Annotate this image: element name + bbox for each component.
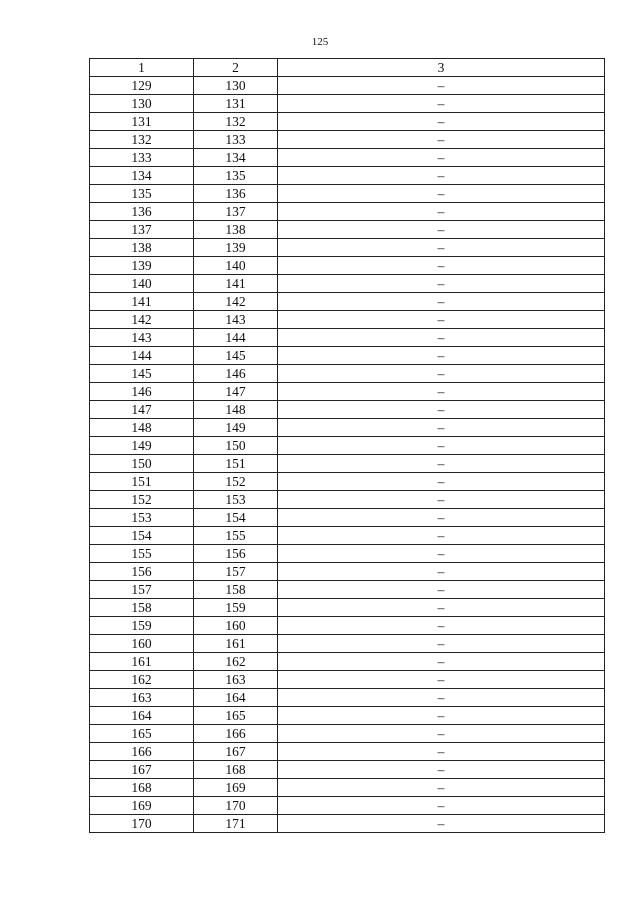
table-row [90,599,605,617]
table-row [90,635,605,653]
table-cell-col-1: 144 [90,347,194,365]
table-cell-col-2: 153 [194,491,278,509]
table-cell-col-1: 150 [90,455,194,473]
table-row [90,437,605,455]
table-cell-col-2: 168 [194,761,278,779]
table-cell-col-3: – [278,473,605,491]
table-row [90,257,605,275]
table-cell-col-3: – [278,185,605,203]
table-cell-col-2: 144 [194,329,278,347]
table-cell-col-1: 169 [90,797,194,815]
table-header [90,59,605,77]
table-row [90,725,605,743]
table-cell-col-2: 159 [194,599,278,617]
table-cell-col-1: 139 [90,257,194,275]
table-cell-col-1: 166 [90,743,194,761]
table-cell-col-2: 135 [194,167,278,185]
table-row [90,347,605,365]
table-cell-col-2: 163 [194,671,278,689]
table-cell-col-3: – [278,203,605,221]
table-row [90,671,605,689]
table-cell-col-3: – [278,815,605,833]
table-row [90,383,605,401]
table-cell-col-1: 149 [90,437,194,455]
table-cell-col-1: 158 [90,599,194,617]
table-row [90,131,605,149]
table-cell-col-3: – [278,221,605,239]
table-cell-col-1: 133 [90,149,194,167]
table-row [90,203,605,221]
table-cell-col-3: – [278,365,605,383]
table-cell-col-1: 138 [90,239,194,257]
column-header-3: 3 [278,59,605,77]
table-cell-col-2: 160 [194,617,278,635]
table-cell-col-3: – [278,419,605,437]
table-row [90,815,605,833]
table-cell-col-2: 134 [194,149,278,167]
table-cell-col-2: 145 [194,347,278,365]
table-row [90,545,605,563]
table-cell-col-1: 131 [90,113,194,131]
table-cell-col-3: – [278,455,605,473]
table-cell-col-3: – [278,383,605,401]
table-cell-col-2: 151 [194,455,278,473]
table-cell-col-3: – [278,275,605,293]
table-row [90,491,605,509]
table-cell-col-3: – [278,725,605,743]
table-cell-col-3: – [278,797,605,815]
table-cell-col-3: – [278,167,605,185]
table-cell-col-2: 136 [194,185,278,203]
table-row [90,563,605,581]
table-row [90,239,605,257]
table-cell-col-2: 133 [194,131,278,149]
table-cell-col-1: 136 [90,203,194,221]
table-cell-col-1: 129 [90,77,194,95]
table-cell-col-1: 135 [90,185,194,203]
table-cell-col-2: 170 [194,797,278,815]
table-row [90,797,605,815]
table-cell-col-1: 161 [90,653,194,671]
table-cell-col-3: – [278,311,605,329]
table-row [90,167,605,185]
column-header-2: 2 [194,59,278,77]
table-cell-col-3: – [278,563,605,581]
table-cell-col-2: 166 [194,725,278,743]
table-cell-col-2: 165 [194,707,278,725]
table-cell-col-1: 156 [90,563,194,581]
table-cell-col-2: 156 [194,545,278,563]
table-cell-col-2: 138 [194,221,278,239]
table-row [90,581,605,599]
table-cell-col-2: 169 [194,779,278,797]
table-cell-col-2: 148 [194,401,278,419]
table-cell-col-1: 145 [90,365,194,383]
table-cell-col-1: 130 [90,95,194,113]
table-cell-col-1: 141 [90,293,194,311]
table-cell-col-3: – [278,437,605,455]
table-cell-col-2: 137 [194,203,278,221]
table-row [90,707,605,725]
table-cell-col-2: 131 [194,95,278,113]
table-cell-col-3: – [278,617,605,635]
table-cell-col-3: – [278,347,605,365]
table-row [90,113,605,131]
table-cell-col-1: 160 [90,635,194,653]
table-cell-col-1: 153 [90,509,194,527]
column-header-1: 1 [90,59,194,77]
table-cell-col-1: 137 [90,221,194,239]
table-cell-col-2: 149 [194,419,278,437]
header-row [90,59,605,77]
table-cell-col-1: 168 [90,779,194,797]
table-cell-col-1: 164 [90,707,194,725]
table-row [90,293,605,311]
table-cell-col-2: 146 [194,365,278,383]
table-cell-col-3: – [278,257,605,275]
table-cell-col-1: 142 [90,311,194,329]
table-cell-col-3: – [278,599,605,617]
table-row [90,419,605,437]
table-cell-col-1: 155 [90,545,194,563]
table-cell-col-2: 167 [194,743,278,761]
table-cell-col-1: 152 [90,491,194,509]
table-cell-col-2: 139 [194,239,278,257]
table-cell-col-3: – [278,671,605,689]
table-cell-col-1: 151 [90,473,194,491]
table-cell-col-2: 162 [194,653,278,671]
table-row [90,329,605,347]
table-cell-col-2: 142 [194,293,278,311]
table-cell-col-3: – [278,491,605,509]
table-cell-col-3: – [278,293,605,311]
table-cell-col-3: – [278,509,605,527]
table-row [90,455,605,473]
table-cell-col-1: 154 [90,527,194,545]
table-row [90,509,605,527]
table-cell-col-1: 140 [90,275,194,293]
table-row [90,473,605,491]
table-cell-col-3: – [278,743,605,761]
table-cell-col-1: 157 [90,581,194,599]
table-cell-col-3: – [278,239,605,257]
table-row [90,743,605,761]
table-row [90,689,605,707]
table-row [90,761,605,779]
page-number: 125 [311,36,329,48]
table-cell-col-1: 159 [90,617,194,635]
table-cell-col-3: – [278,635,605,653]
table-cell-col-2: 154 [194,509,278,527]
table-body [90,77,605,833]
table-cell-col-2: 157 [194,563,278,581]
table-cell-col-1: 147 [90,401,194,419]
table-cell-col-3: – [278,707,605,725]
table-cell-col-1: 167 [90,761,194,779]
table-row [90,95,605,113]
table-row [90,185,605,203]
table-cell-col-1: 162 [90,671,194,689]
table-cell-col-3: – [278,95,605,113]
table-row [90,77,605,95]
table-cell-col-1: 143 [90,329,194,347]
table-row [90,617,605,635]
table-cell-col-1: 134 [90,167,194,185]
table-row [90,365,605,383]
table-cell-col-1: 148 [90,419,194,437]
table-cell-col-2: 171 [194,815,278,833]
table-cell-col-3: – [278,329,605,347]
table-cell-col-3: – [278,77,605,95]
table-cell-col-3: – [278,401,605,419]
table-cell-col-3: – [278,689,605,707]
table-cell-col-3: – [278,779,605,797]
table-cell-col-1: 165 [90,725,194,743]
table-cell-col-2: 150 [194,437,278,455]
table-cell-col-2: 152 [194,473,278,491]
table-row [90,653,605,671]
table-cell-col-3: – [278,545,605,563]
table-cell-col-2: 132 [194,113,278,131]
table-cell-col-2: 141 [194,275,278,293]
table-cell-col-1: 170 [90,815,194,833]
table-cell-col-2: 164 [194,689,278,707]
table-cell-col-2: 147 [194,383,278,401]
table-cell-col-2: 143 [194,311,278,329]
table-cell-col-2: 161 [194,635,278,653]
table-cell-col-3: – [278,527,605,545]
table-cell-col-3: – [278,761,605,779]
table-cell-col-1: 163 [90,689,194,707]
table-cell-col-3: – [278,113,605,131]
table-cell-col-2: 130 [194,77,278,95]
table-cell-col-1: 132 [90,131,194,149]
table-cell-col-2: 140 [194,257,278,275]
table-cell-col-2: 155 [194,527,278,545]
table-cell-col-1: 146 [90,383,194,401]
table-cell-col-3: – [278,131,605,149]
table-cell-col-2: 158 [194,581,278,599]
table-cell-col-3: – [278,581,605,599]
data-table [89,58,605,833]
table-row [90,779,605,797]
table-row [90,401,605,419]
table-row [90,527,605,545]
table-cell-col-3: – [278,149,605,167]
table-row [90,311,605,329]
table-row [90,221,605,239]
table-row [90,275,605,293]
table-row [90,149,605,167]
table-cell-col-3: – [278,653,605,671]
